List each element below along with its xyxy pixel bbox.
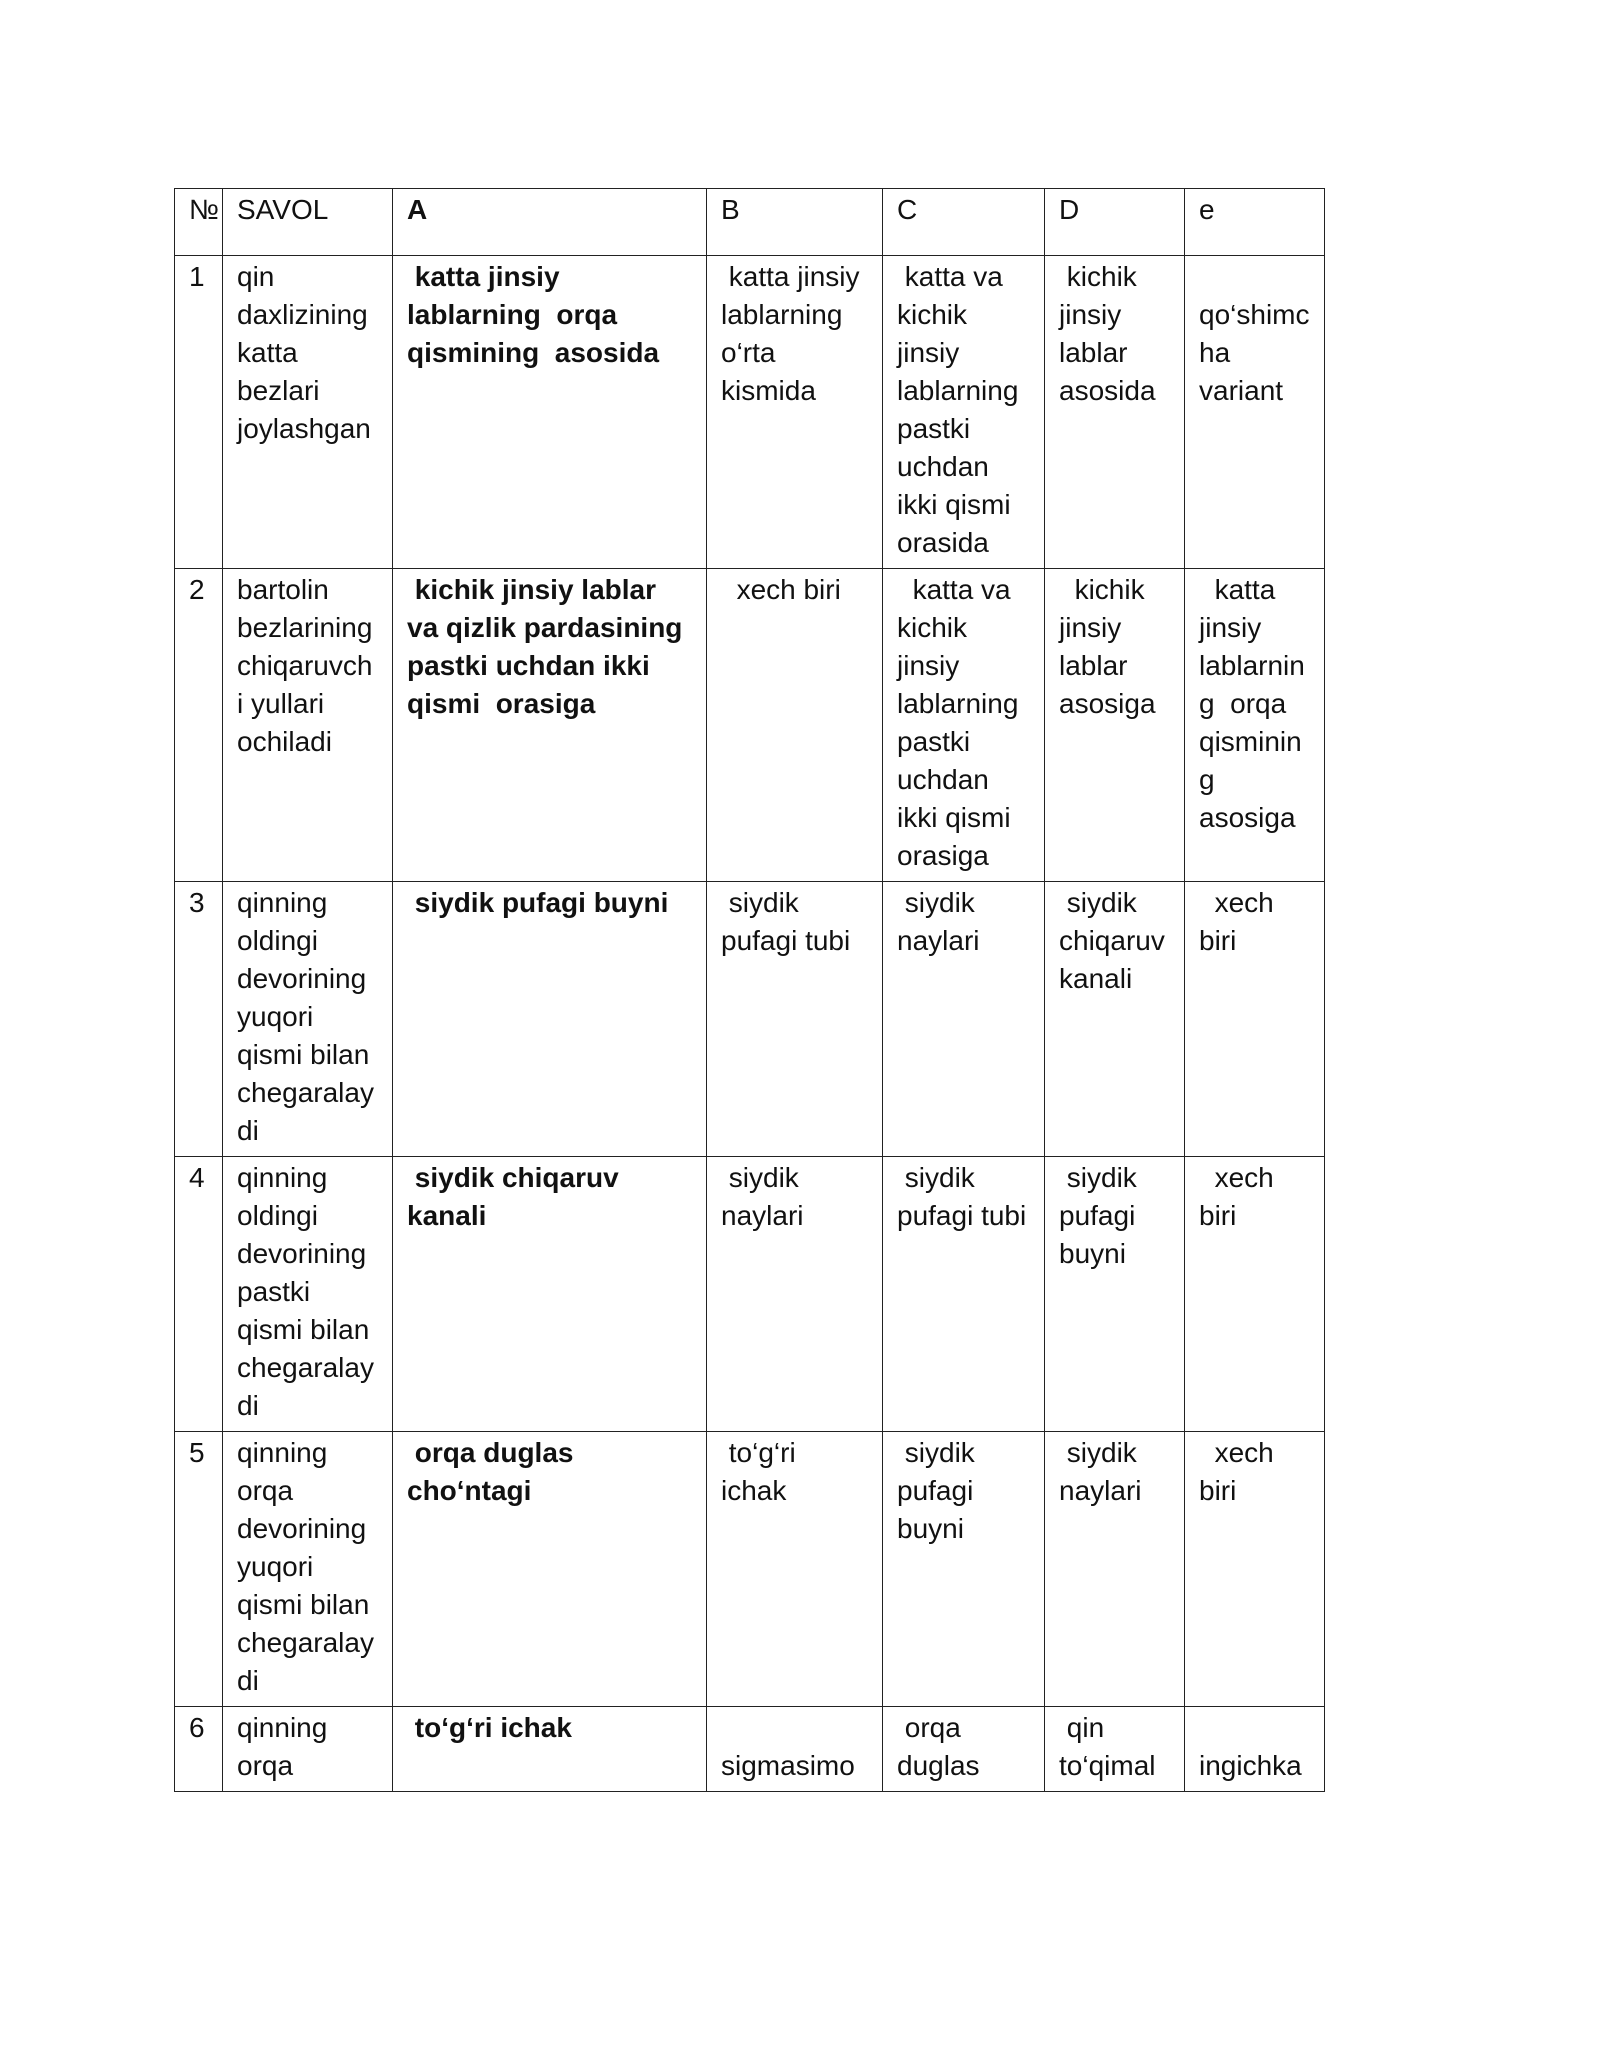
option-e-cell: xech biri — [1185, 1157, 1325, 1432]
table-row — [175, 569, 1325, 882]
table-row — [175, 1432, 1325, 1707]
option-e-cell: xech biri — [1185, 1432, 1325, 1707]
header-num: № — [175, 189, 223, 256]
option-e-cell — [1185, 1707, 1325, 1792]
option-c-cell: katta va kichik jinsiy lablarning pastki uchdan ikki qismi orasiga — [883, 569, 1045, 882]
option-a-cell: kichik jinsiy lablar va qizlik pardasining pastki uchdan ikki qismi orasiga — [393, 569, 707, 882]
option-b-cell — [707, 1707, 883, 1792]
row-number: 4 — [175, 1157, 223, 1432]
question-cell: qinning oldingi devorining yuqori qismi bilan chegaralaydi — [223, 882, 393, 1157]
header-option-d: D — [1045, 189, 1185, 256]
option-d-cell: siydik chiqaruv kanali — [1045, 882, 1185, 1157]
option-b-cell: katta jinsiy lablarning o‘rta kismida — [707, 256, 883, 569]
quiz-table — [174, 188, 1325, 1792]
option-b-text: sigmasimo — [721, 1750, 855, 1781]
option-b-cell: siydik pufagi tubi — [707, 882, 883, 1157]
question-cell: qinning orqa — [223, 1707, 393, 1792]
option-a-cell: orqa duglas cho‘ntagi — [393, 1432, 707, 1707]
option-d-cell: kichik jinsiy lablar asosiga — [1045, 569, 1185, 882]
row-number: 6 — [175, 1707, 223, 1792]
row-number: 3 — [175, 882, 223, 1157]
option-d-cell: kichik jinsiy lablar asosida — [1045, 256, 1185, 569]
table-row — [175, 256, 1325, 569]
option-c-cell: orqa duglas — [883, 1707, 1045, 1792]
option-d-cell: siydik naylari — [1045, 1432, 1185, 1707]
question-cell: qinning orqa devorining yuqori qismi bilan chegaralaydi — [223, 1432, 393, 1707]
table-row — [175, 1707, 1325, 1792]
option-d-cell: siydik pufagi buyni — [1045, 1157, 1185, 1432]
header-option-c: C — [883, 189, 1045, 256]
option-c-cell: siydik pufagi buyni — [883, 1432, 1045, 1707]
header-option-e: e — [1185, 189, 1325, 256]
table-row — [175, 1157, 1325, 1432]
option-a-cell: to‘g‘ri ichak — [393, 1707, 707, 1792]
row-number: 5 — [175, 1432, 223, 1707]
option-c-cell: siydik pufagi tubi — [883, 1157, 1045, 1432]
option-e-cell: katta jinsiy lablarning orqa qismining asosiga — [1185, 569, 1325, 882]
option-e-cell: xech biri — [1185, 882, 1325, 1157]
option-a-cell: siydik chiqaruv kanali — [393, 1157, 707, 1432]
row-number: 1 — [175, 256, 223, 569]
option-c-cell: katta va kichik jinsiy lablarning pastki uchdan ikki qismi orasida — [883, 256, 1045, 569]
option-b-cell: to‘g‘ri ichak — [707, 1432, 883, 1707]
table-header-row — [175, 189, 1325, 256]
option-c-cell: siydik naylari — [883, 882, 1045, 1157]
header-option-b: B — [707, 189, 883, 256]
table-row — [175, 882, 1325, 1157]
option-e-text: qo‘shimcha variant — [1199, 299, 1310, 406]
option-e-text: ingichka — [1199, 1750, 1302, 1781]
header-option-a: A — [393, 189, 707, 256]
question-cell: qin daxlizining katta bezlari joylashgan — [223, 256, 393, 569]
option-a-cell: katta jinsiy lablarning orqa qismining asosida — [393, 256, 707, 569]
option-b-cell: siydik naylari — [707, 1157, 883, 1432]
header-question: SAVOL — [223, 189, 393, 256]
option-b-cell: xech biri — [707, 569, 883, 882]
row-number: 2 — [175, 569, 223, 882]
option-a-cell: siydik pufagi buyni — [393, 882, 707, 1157]
option-e-cell — [1185, 256, 1325, 569]
question-cell: qinning oldingi devorining pastki qismi bilan chegaralaydi — [223, 1157, 393, 1432]
question-cell: bartolin bezlarining chiqaruvchi yullari ochiladi — [223, 569, 393, 882]
option-d-cell: qin to‘qimal — [1045, 1707, 1185, 1792]
